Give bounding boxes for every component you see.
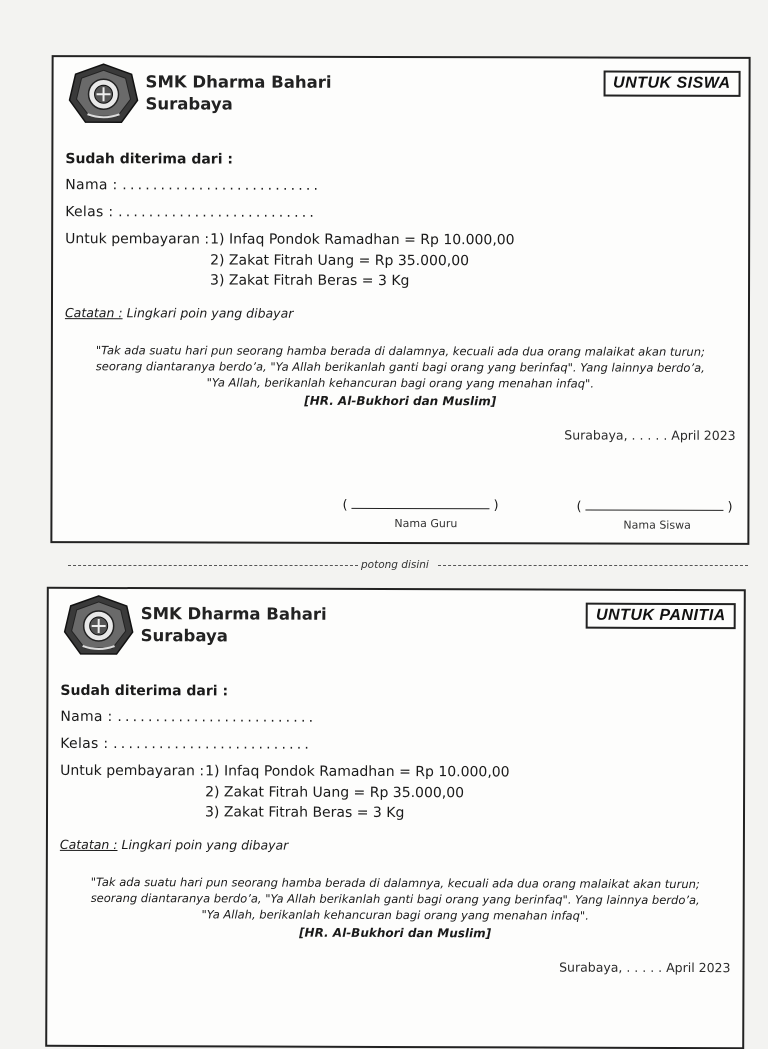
school-name-line: SMK Dharma Bahari — [145, 72, 332, 92]
quote-line: "Ya Allah, berikanlah kehancuran bagi orang yang menahan infaq". — [206, 375, 595, 391]
hadith-quote — [53, 342, 748, 392]
copy-badge: UNTUK PANITIA — [586, 603, 736, 630]
class-dots: .......................... — [113, 736, 313, 753]
student-signature-label: Nama Siswa — [623, 518, 691, 532]
class-field — [60, 736, 312, 753]
school-name — [145, 71, 331, 115]
received-from-heading: Sudah diterima dari : — [65, 151, 234, 168]
payment-item-zakat-beras: 3) Zakat Fitrah Beras = 3 Kg — [204, 804, 405, 822]
copy-badge: UNTUK SISWA — [603, 71, 741, 97]
hadith-source: [HR. Al-Bukhori dan Muslim] — [304, 393, 497, 409]
name-label: Nama : — [60, 708, 113, 726]
school-emblem-icon — [67, 62, 139, 126]
payment-item-zakat-beras: 3) Zakat Fitrah Beras = 3 Kg — [210, 272, 410, 290]
quote-line: "Tak ada suatu hari pun seorang hamba berada di dalamnya, kecuali ada dua orang malaikat akan turun; — [90, 874, 700, 892]
note-text: Lingkari poin yang dibayar — [121, 837, 289, 853]
student-signature-line — [576, 499, 732, 514]
class-label: Kelas : — [60, 735, 109, 752]
name-dots: .......................... — [122, 177, 322, 194]
receipt-student — [50, 55, 750, 545]
receipt-committee — [45, 587, 746, 1049]
class-label: Kelas : — [65, 204, 114, 221]
school-city: Surabaya — [145, 94, 233, 114]
payment-label: Untuk pembayaran : — [65, 231, 210, 248]
payment-item-zakat-uang: 2) Zakat Fitrah Uang = Rp 35.000,00 — [205, 784, 465, 802]
hadith-quote — [48, 874, 743, 924]
teacher-signature-line — [342, 498, 498, 513]
cut-dash-left — [68, 565, 358, 566]
date-line: Surabaya, . . . . . April 2023 — [564, 427, 736, 443]
date-line: Surabaya, . . . . . April 2023 — [559, 959, 731, 976]
school-name-line: SMK Dharma Bahari — [140, 604, 327, 624]
name-field — [60, 709, 316, 726]
note — [65, 305, 293, 321]
note — [60, 837, 288, 853]
class-dots: .......................... — [118, 204, 318, 221]
school-name — [141, 603, 327, 648]
payment-item-infaq: 1) Infaq Pondok Ramadhan = Rp 10.000,00 — [205, 763, 510, 781]
school-city: Surabaya — [140, 626, 228, 646]
payment-label: Untuk pembayaran : — [60, 762, 205, 780]
paren-close: ) — [493, 498, 499, 514]
cut-dash-right — [438, 565, 748, 566]
name-dots: .......................... — [117, 709, 317, 726]
payment-item-zakat-uang: 2) Zakat Fitrah Uang = Rp 35.000,00 — [210, 252, 470, 270]
quote-line: seorang diantaranya berdo’a, "Ya Allah berikanlah ganti bagi orang yang berinfaq". Yang lainnya berdo’a, — [90, 890, 700, 908]
hadith-source: [HR. Al-Bukhori dan Muslim] — [299, 925, 492, 941]
note-text: Lingkari poin yang dibayar — [126, 305, 294, 321]
received-from-heading: Sudah diterima dari : — [60, 682, 229, 700]
quote-line: "Ya Allah, berikanlah kehancuran bagi orang yang menahan infaq". — [201, 907, 589, 923]
note-label: Catatan : — [59, 836, 118, 853]
paren-open: ( — [342, 497, 348, 513]
note-label: Catatan : — [64, 305, 123, 321]
cut-line-label: potong disini — [358, 559, 432, 571]
quote-line: seorang diantaranya berdo’a, "Ya Allah berikanlah ganti bagi orang yang berinfaq". Yang lainnya berdo’a, — [95, 359, 705, 375]
name-label: Nama : — [65, 177, 118, 194]
paren-close: ) — [727, 499, 733, 515]
school-emblem-icon — [63, 594, 135, 658]
paren-open: ( — [576, 499, 582, 515]
payment-item-infaq: 1) Infaq Pondok Ramadhan = Rp 10.000,00 — [210, 231, 515, 249]
quote-line: "Tak ada suatu hari pun seorang hamba berada di dalamnya, kecuali ada dua orang malaikat akan turun; — [95, 343, 705, 359]
class-field — [65, 204, 317, 221]
name-field — [65, 177, 321, 194]
signature-blank — [352, 498, 490, 509]
signature-blank — [586, 499, 724, 510]
teacher-signature-label: Nama Guru — [394, 516, 458, 531]
cut-line — [68, 559, 748, 573]
